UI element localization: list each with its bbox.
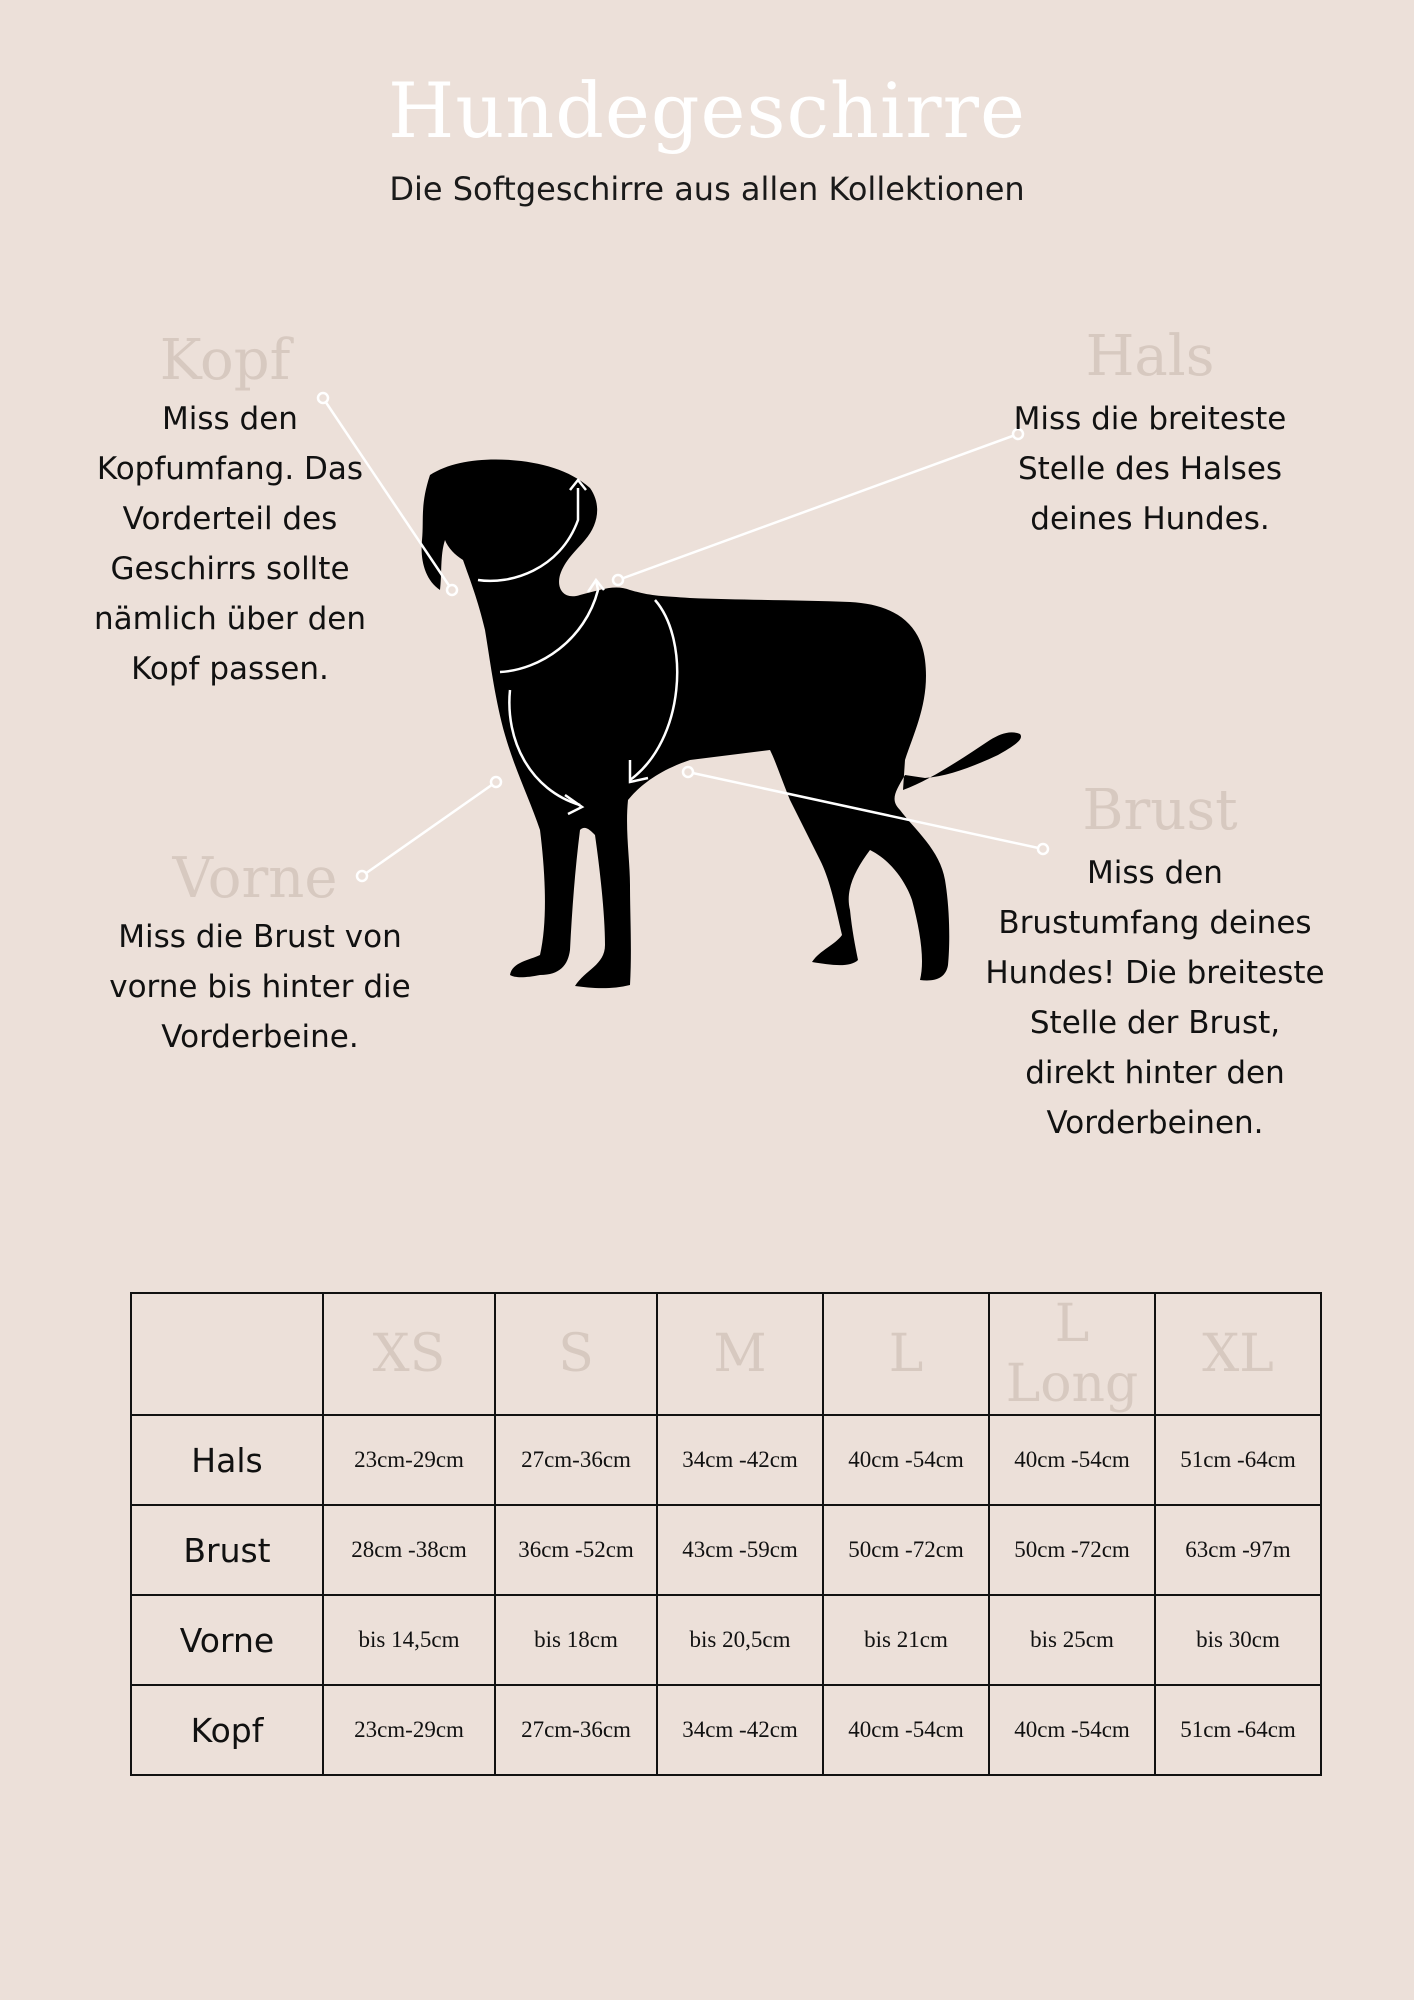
vorne-line: Miss die Brust von: [118, 919, 402, 955]
table-cell: 63cm -97m: [1155, 1505, 1321, 1595]
table-row: [131, 1685, 1321, 1775]
brust-line: Brustumfang deines: [998, 905, 1312, 941]
brust-heading: Brust: [1082, 778, 1238, 843]
table-cell: bis 20,5cm: [657, 1595, 823, 1685]
brust-line: Stelle der Brust,: [1029, 1005, 1281, 1041]
table-cell: bis 25cm: [989, 1595, 1155, 1685]
hals-description: [990, 394, 1310, 544]
table-cell: 34cm -42cm: [657, 1685, 823, 1775]
size-header: XL: [1155, 1293, 1321, 1415]
page-title: Hundegeschirre: [388, 66, 1026, 155]
table-cell: bis 21cm: [823, 1595, 989, 1685]
table-cell: 40cm -54cm: [989, 1415, 1155, 1505]
table-cell: 40cm -54cm: [823, 1685, 989, 1775]
hals-heading: Hals: [1085, 324, 1215, 389]
kopf-line: Kopf passen.: [131, 651, 329, 687]
hals-line: deines Hundes.: [1030, 501, 1270, 537]
vorne-description: [100, 912, 420, 1062]
kopf-line: Kopfumfang. Das: [96, 451, 364, 487]
row-label: Brust: [131, 1505, 323, 1595]
table-cell: 27cm-36cm: [495, 1415, 657, 1505]
brust-line: Vorderbeinen.: [1046, 1105, 1264, 1141]
size-header: XS: [323, 1293, 495, 1415]
size-header: L Long: [989, 1293, 1155, 1415]
size-table: [130, 1292, 1322, 1776]
table-cell: bis 30cm: [1155, 1595, 1321, 1685]
table-cell: 50cm -72cm: [823, 1505, 989, 1595]
table-cell: 23cm-29cm: [323, 1415, 495, 1505]
hals-line: Miss die breiteste: [1013, 401, 1287, 437]
row-label: Vorne: [131, 1595, 323, 1685]
table-cell: 51cm -64cm: [1155, 1415, 1321, 1505]
table-cell: 34cm -42cm: [657, 1415, 823, 1505]
kopf-line: Geschirrs sollte: [110, 551, 350, 587]
kopf-line: Vorderteil des: [122, 501, 338, 537]
kopf-line: Miss den: [162, 401, 298, 437]
row-label: Hals: [131, 1415, 323, 1505]
table-cell: bis 14,5cm: [323, 1595, 495, 1685]
table-header-row: [131, 1293, 1321, 1415]
page-subtitle: Die Softgeschirre aus allen Kollektionen: [389, 170, 1025, 208]
table-cell: 40cm -54cm: [823, 1415, 989, 1505]
table-cell: 27cm-36cm: [495, 1685, 657, 1775]
kopf-description: [70, 394, 390, 694]
table-cell: 51cm -64cm: [1155, 1685, 1321, 1775]
table-corner-cell: [131, 1293, 323, 1415]
table-cell: 28cm -38cm: [323, 1505, 495, 1595]
size-header: M: [657, 1293, 823, 1415]
table-cell: 50cm -72cm: [989, 1505, 1155, 1595]
table-row: [131, 1415, 1321, 1505]
row-label: Kopf: [131, 1685, 323, 1775]
table-row: [131, 1595, 1321, 1685]
table-cell: 40cm -54cm: [989, 1685, 1155, 1775]
size-header: S: [495, 1293, 657, 1415]
table-row: [131, 1505, 1321, 1595]
table-cell: bis 18cm: [495, 1595, 657, 1685]
table-cell: 23cm-29cm: [323, 1685, 495, 1775]
brust-description: [980, 848, 1330, 1148]
vorne-heading: Vorne: [172, 846, 338, 911]
hals-line: Stelle des Halses: [1017, 451, 1283, 487]
table-cell: 43cm -59cm: [657, 1505, 823, 1595]
size-header: L: [823, 1293, 989, 1415]
brust-line: Hundes! Die breiteste: [985, 955, 1325, 991]
kopf-heading: Kopf: [159, 328, 291, 393]
vorne-line: vorne bis hinter die: [109, 969, 411, 1005]
brust-line: Miss den: [1087, 855, 1223, 891]
table-cell: 36cm -52cm: [495, 1505, 657, 1595]
brust-line: direkt hinter den: [1025, 1055, 1285, 1091]
vorne-line: Vorderbeine.: [161, 1019, 359, 1055]
kopf-line: nämlich über den: [93, 601, 366, 637]
